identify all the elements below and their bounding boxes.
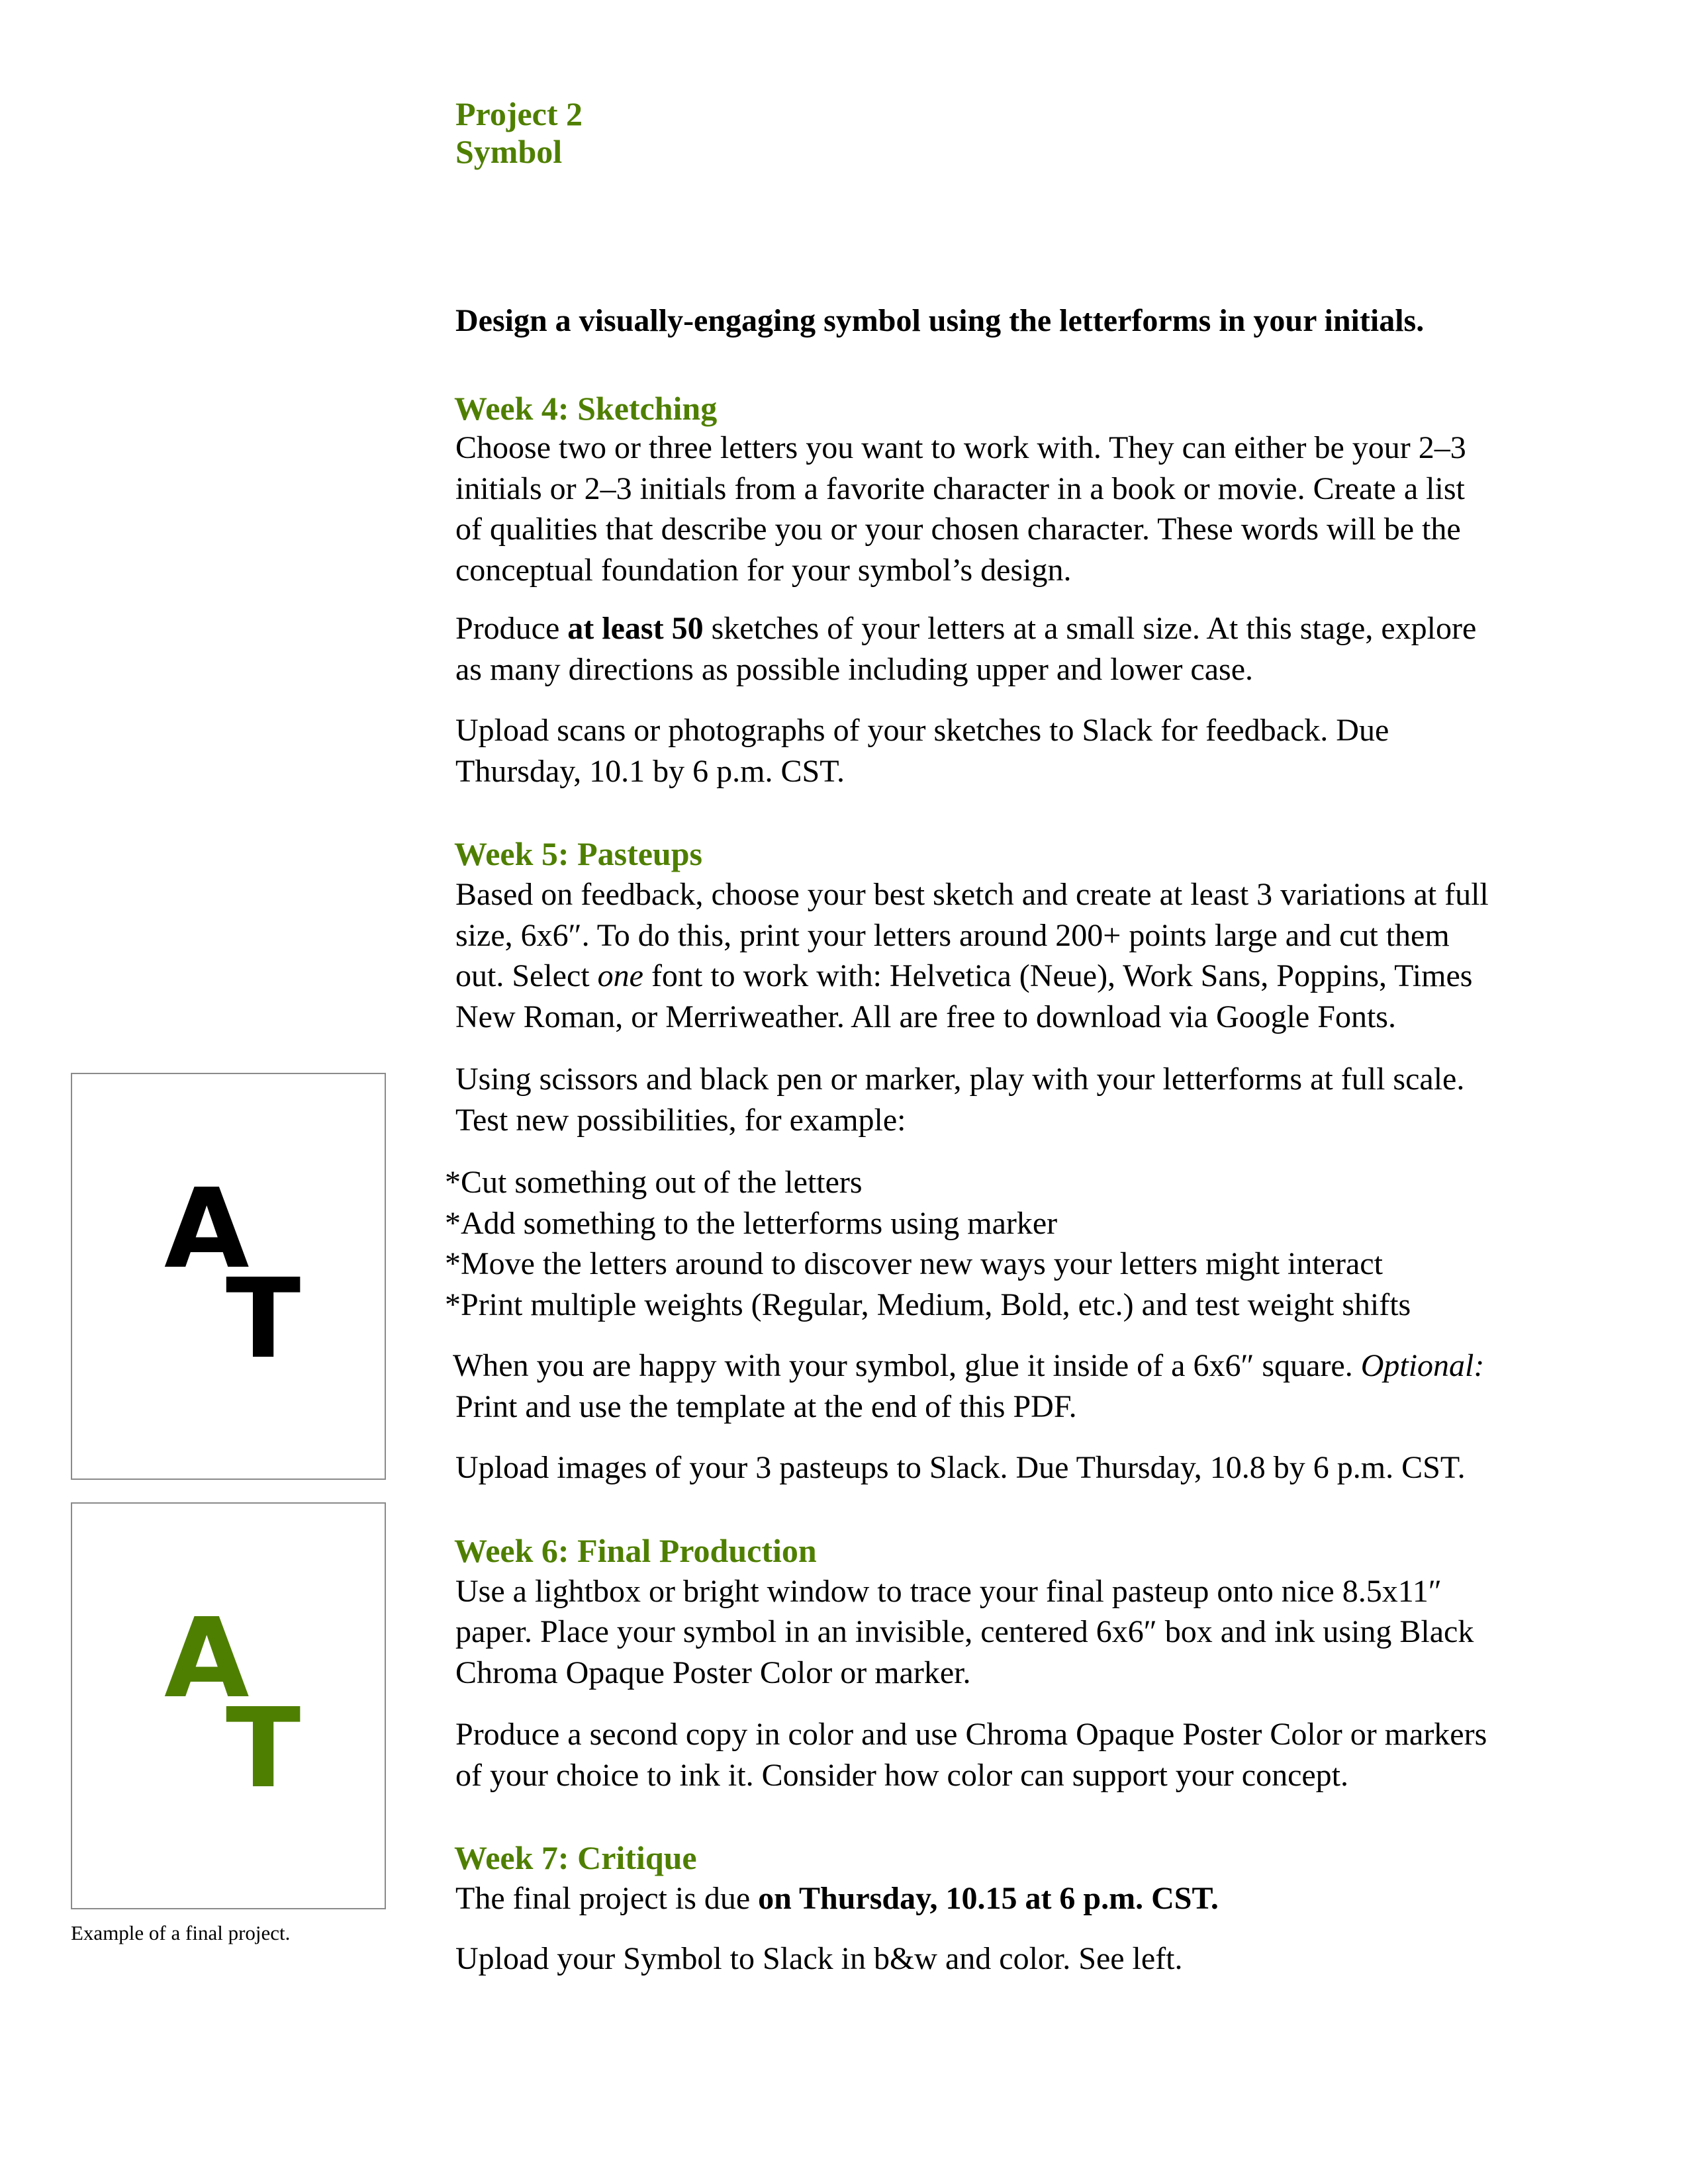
week-4-text-line: as many directions as possible including upper and lower case. bbox=[455, 652, 1254, 687]
text: sketches of your letters at a small size. At this stage, explore bbox=[703, 611, 1477, 646]
week-7-heading: Week 7: Critique bbox=[454, 1839, 697, 1876]
week-4-text-line: Upload scans or photographs of your sketches to Slack for feedback. Due bbox=[455, 713, 1389, 748]
optional-label: Optional: bbox=[1360, 1348, 1485, 1383]
week-6-text-line: of your choice to ink it. Consider how color can support your concept. bbox=[455, 1758, 1349, 1793]
week-5-text-line: Print and use the template at the end of this PDF. bbox=[455, 1389, 1077, 1424]
week-4-text-line: of qualities that describe you or your chosen character. These words will be the bbox=[455, 512, 1461, 547]
week-4-text-line: initials or 2–3 initials from a favorite character in a book or movie. Create a list bbox=[455, 471, 1465, 506]
week-5-text-line: New Roman, or Merriweather. All are free to download via Google Fonts. bbox=[455, 999, 1396, 1034]
one-emphasis: one bbox=[597, 958, 643, 993]
letter-t: T bbox=[226, 1255, 301, 1383]
week-5-text-line: Using scissors and black pen or marker, play with your letterforms at full scale. bbox=[455, 1062, 1465, 1097]
list-item: *Cut something out of the letters bbox=[445, 1165, 863, 1200]
week-4-sketch-count-line bbox=[455, 608, 1476, 649]
sketch-count-emphasis: at least 50 bbox=[567, 611, 704, 646]
week-4-heading: Week 4: Sketching bbox=[454, 390, 718, 427]
text: font to work with: Helvetica (Neue), Work Sans, Poppins, Times bbox=[643, 958, 1473, 993]
example-color-symbol bbox=[71, 1502, 386, 1909]
week-4-text-line: Choose two or three letters you want to work with. They can either be your 2–3 bbox=[455, 430, 1466, 465]
example-bw-symbol bbox=[71, 1073, 386, 1480]
week-6-heading: Week 6: Final Production bbox=[454, 1532, 817, 1569]
week-4-text-line: conceptual foundation for your symbol’s design. bbox=[455, 553, 1072, 588]
assignment-lead: Design a visually-engaging symbol using the letterforms in your initials. bbox=[455, 303, 1425, 338]
week-5-font-line bbox=[455, 956, 1472, 997]
week-6-text-line: Use a lightbox or bright window to trace your final pasteup onto nice 8.5x11″ bbox=[455, 1574, 1442, 1609]
project-title: Symbol bbox=[455, 133, 563, 170]
letter-t: T bbox=[226, 1685, 301, 1813]
week-6-text-line: Chroma Opaque Poster Color or marker. bbox=[455, 1655, 971, 1690]
week-5-text-line: Based on feedback, choose your best sketch and create at least 3 variations at full bbox=[455, 877, 1489, 912]
final-due-line bbox=[455, 1878, 1219, 1919]
week-5-glue-line bbox=[453, 1345, 1484, 1387]
text: The final project is due bbox=[455, 1881, 759, 1916]
letter-a: A bbox=[164, 1595, 250, 1723]
letter-a: A bbox=[164, 1165, 250, 1293]
week-7-text-line: Upload your Symbol to Slack in b&w and color. See left. bbox=[455, 1941, 1183, 1976]
week-6-text-line: Produce a second copy in color and use Chroma Opaque Poster Color or markers bbox=[455, 1717, 1487, 1752]
week-5-heading: Week 5: Pasteups bbox=[454, 835, 702, 872]
final-due-date: on Thursday, 10.15 at 6 p.m. CST. bbox=[758, 1881, 1219, 1916]
week-4-due-line: Thursday, 10.1 by 6 p.m. CST. bbox=[455, 754, 845, 789]
text: out. Select bbox=[455, 958, 598, 993]
week-6-text-line: paper. Place your symbol in an invisible, centered 6x6″ box and ink using Black bbox=[455, 1614, 1474, 1649]
project-number: Project 2 bbox=[455, 95, 583, 132]
text: When you are happy with your symbol, glue it inside of a 6x6″ square. bbox=[453, 1348, 1361, 1383]
text: Produce bbox=[455, 611, 568, 646]
example-caption: Example of a final project. bbox=[71, 1921, 291, 1944]
list-item: *Move the letters around to discover new ways your letters might interact bbox=[445, 1246, 1383, 1281]
week-5-due-line: Upload images of your 3 pasteups to Slack. Due Thursday, 10.8 by 6 p.m. CST. bbox=[455, 1450, 1466, 1485]
week-5-text-line: size, 6x6″. To do this, print your letters around 200+ points large and cut them bbox=[455, 918, 1450, 953]
list-item: *Print multiple weights (Regular, Medium, Bold, etc.) and test weight shifts bbox=[445, 1287, 1411, 1322]
week-5-text-line: Test new possibilities, for example: bbox=[455, 1103, 906, 1138]
list-item: *Add something to the letterforms using marker bbox=[445, 1206, 1058, 1241]
